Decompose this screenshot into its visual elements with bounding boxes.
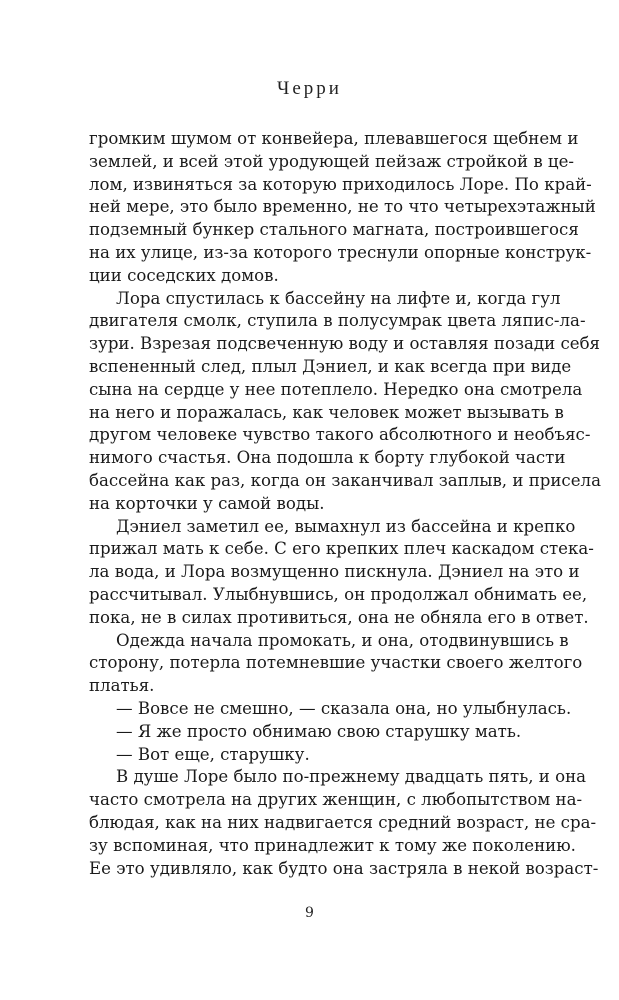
- text-line: — Я же просто обнимаю свою старушку мать.: [116, 721, 522, 741]
- text-line: часто смотрела на других женщин, с любопытством на-: [89, 790, 583, 810]
- text-line: лом, извиняться за которую приходилось Лоре. По край-: [89, 174, 592, 194]
- text-line: В душе Лоре было по-прежнему двадцать пять, и она: [116, 767, 587, 787]
- text-line: на него и поражалась, как человек может вызывать в: [89, 402, 564, 422]
- text-line: — Вот еще, старушку.: [116, 744, 310, 764]
- text-line: зури. Взрезая подсвеченную воду и оставляя позади себя: [89, 334, 601, 354]
- page-number: 9: [305, 905, 314, 921]
- text-line: на их улице, из-за которого треснули опорные конструк-: [89, 242, 592, 262]
- text-line: подземный бункер стального магната, построившегося: [89, 220, 579, 240]
- text-line: нимого счастья. Она подошла к борту глубокой части: [89, 448, 566, 468]
- text-line: на корточки у самой воды.: [89, 493, 325, 513]
- text-line: землей, и всей этой уродующей пейзаж стройкой в це-: [89, 151, 575, 171]
- text-line: сына на сердце у нее потеплело. Нередко она смотрела: [89, 379, 583, 399]
- text-line: зу вспоминая, что принадлежит к тому же поколению.: [89, 835, 576, 855]
- text-line: сторону, потерла потемневшие участки своего желтого: [89, 653, 583, 673]
- text-line: Одежда начала промокать, и она, отодвинувшись в: [116, 630, 569, 650]
- text-line: блюдая, как на них надвигается средний возраст, не сра-: [89, 812, 597, 832]
- text-line: ции соседских домов.: [89, 265, 279, 285]
- text-line: Ее это удивляло, как будто она застряла в некой возраст-: [89, 858, 599, 878]
- text-line: двигателя смолк, ступила в полусумрак цвета ляпис-ла-: [89, 311, 586, 331]
- body-text: [89, 128, 601, 880]
- text-line: прижал мать к себе. С его крепких плеч каскадом стека-: [89, 539, 594, 559]
- text-line: бассейна как раз, когда он заканчивал заплыв, и присела: [89, 470, 601, 490]
- text-line: громким шумом от конвейера, плевавшегося щебнем и: [89, 129, 579, 148]
- text-line: Лора спустилась к бассейну на лифте и, когда гул: [116, 288, 561, 308]
- text-line: пока, не в силах противиться, она не обняла его в ответ.: [89, 607, 589, 627]
- text-line: ла вода, и Лора возмущенно пискнула. Дэниел на это и: [89, 562, 580, 582]
- text-line: платья.: [89, 676, 155, 696]
- text-line: ней мере, это было временно, не то что четырехэтажный: [89, 197, 596, 217]
- text-line: — Вовсе не смешно, — сказала она, но улыбнулась.: [116, 698, 572, 718]
- text-line: Дэниел заметил ее, вымахнул из бассейна и крепко: [116, 516, 576, 536]
- text-line: вспененный след, плыл Дэниел, и как всегда при виде: [89, 356, 572, 376]
- text-line: рассчитывал. Улыбнувшись, он продолжал обнимать ее,: [89, 584, 588, 604]
- text-line: другом человеке чувство такого абсолютного и необъяс-: [89, 425, 591, 445]
- running-head: Черри: [277, 78, 342, 99]
